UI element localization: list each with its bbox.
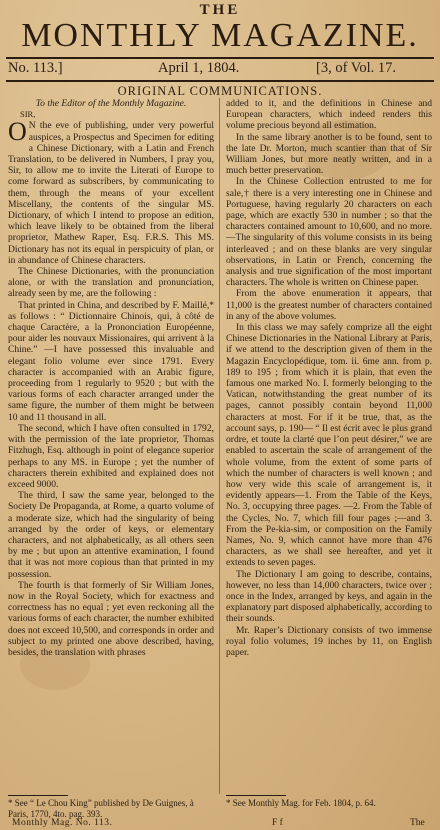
masthead-title: MONTHLY MAGAZINE. — [21, 17, 419, 54]
catchword: The — [410, 818, 425, 828]
footnote-rule-right — [226, 795, 286, 796]
paragraph: The third, I saw the same year, belonged to the Society De Propaganda, at Rome, a quarto volume of a moderate size, which had the singularity of being arranged by the order of keys, or elementary characters, and not alphabetically, as all others seen by me ; but upon an attentive examination, I found that it was not more copious than that printed in my possession. — [8, 490, 214, 580]
signature-mark: F f — [272, 818, 283, 828]
paragraph: In the Chinese Collection entrusted to me for sale,† there is a very interesting one in Chinese and Portuguese, having regularly 20 characters on each page, which are exactly 530 in number ; so that the characters contained amount to 10,600, and no more.—The singularity of this volume consists in its being interleaved ; and on these blanks are very singular observations, in Latin or French, concerning the analysis and true signification of the most important characters. The whole is written on Chinese paper. — [226, 176, 432, 289]
paragraph: added to it, and the definitions in Chinese and European characters, which indeed renders this volume precious beyond all estimation. — [226, 98, 432, 132]
paragraph: In the same library another is to be found, sent to the late Dr. Morton, much scantier than that of Sir William Jones, but more neatly written, and in a much better preservation. — [226, 131, 432, 177]
right-column — [226, 98, 432, 658]
paragraph-text: N the eve of publishing, under very powerful auspices, a Prospectus and Specimen for editing a Chinese Dictionary, with a Latin and French Translation, to be delivered in Numbers, I pray you, Sir, to allow me to invite the Literati of Europe to come forward as subscribers, by communicating to them, through the means of your excellent Miscellany, the contents of the singular MS. Dictionary, of which I intend to propose an edition, which leave likely to be obtained from the liberal proprietor, Mathew Raper, Esq. F.R.S. This MS. Dictionary has not its equal in perspicuity of plan, or in abundance of Chinese characters. — [8, 120, 214, 266]
left-column — [8, 98, 214, 658]
paragraph: That printed in China, and described by F. Maillé,* as follows : “ Dictionnaire Chinois, qui, à côté de chaque Caractère, a la Prononciation Européenne, pour aider les nouvaux Missionaires, qui arrivent à la Chine.” —I have possessed this invaluable and elegant folio volume ever since 1791. Every character is accompanied with an Arabic figure, proceeding from 1 regularly to 9520 ; but with the various forms of each character arranged under the same figure, the number of them might be between 10 and 11 thousand in all. — [8, 299, 214, 423]
masthead-rule-bottom — [6, 80, 434, 82]
section-heading: ORIGINAL COMMUNICATIONS. — [117, 84, 323, 98]
issue-number: No. 113.] — [8, 60, 63, 76]
issue-date: April 1, 1804. — [158, 60, 240, 76]
paragraph: The second, which I have often consulted in 1792, with the permission of the late proprietor, Thomas Fitzhugh, Esq. although in point of elegance superior perhaps to any MS. in Europe ; yet the number of characters therein exhibited and explained does not exceed 9000. — [8, 422, 214, 490]
footnote-rule-left — [8, 795, 68, 796]
editor-line: To the Editor of the Monthly Magazine. — [35, 98, 187, 109]
salutation: SIR, — [20, 109, 36, 120]
issue-volume: [3, of Vol. 17. — [316, 60, 397, 76]
running-footer: Monthly Mag. No. 113. — [12, 818, 113, 828]
footnote-left: * See “ Le Chou King” published by De Guignes, à Paris, 1770, 4to. pag. 393. — [8, 798, 194, 819]
paragraph: Mr. Raper’s Dictionary consists of two immense royal folio volumes, 19 inches by 11, on English paper. — [226, 624, 432, 658]
paragraph: The Dictionary I am going to describe, contains, however, no less than 14,000 characters, twice over ; once in the Index, arranged by keys, and again in the explanatory part disposed alphabetically, according to their sounds. — [226, 568, 432, 625]
masthead-the: THE — [199, 2, 241, 18]
footnote-right: * See Monthly Mag. for Feb. 1804, p. 64. — [226, 798, 376, 808]
drop-cap: O — [8, 117, 27, 147]
masthead-rule-top — [6, 57, 434, 59]
paragraph: The fourth is that formerly of Sir William Jones, now in the Royal Society, which for exactness and correctness has no equal ; yet even reckoning all the various forms of each character, the number exhibited does not exceed 10,500, and corresponds in order and subject to my printed one above described, having, besides, the translation with phrases — [8, 579, 214, 658]
paragraph: In this class we may safely comprize all the eight Chinese Dictionaries in the National Library at Paris, if we attend to the description given of them in the Magazin Encyclopédique, tom. ii. 6me ann. from p. 189 to 195 ; from which it is plain, that even the famous one marked No. I. formerly belonging to the Vatican, notwithstanding the great number of its pages, cannot possibly contain beyond 11,000 characters at most. For if it be true, that, as the account says, p. 190— “ Il est écrit avec le plus grand ordre, et toute la clarté que l’on peut désirer,” we are enabled to ascertain the scale of arrangement of the whole volume, from the extent of some parts of which the number of characters is well known ; and how very wide this scale of arrangement is, it evidently appears—1. From the Table of the Keys, No. 3, occupying three pages. —2. From the Table of the Cycles, No. 7, which fill four pages ;—and 3. From the Pe-kia-sim, or composition on the Family Names, No. 9, which cannot have more than 476 characters, as we shall see hereafter, and yet it extends to seven pages. — [226, 322, 432, 569]
paragraph: The Chinese Dictionaries, with the pronunciation alone, or with the translation and pronunciation, already seen by me, are the following : — [8, 266, 214, 300]
opening-paragraph — [8, 117, 214, 266]
column-divider — [219, 98, 220, 794]
issue-line — [6, 60, 434, 80]
paragraph: From the above enumeration it appears, that 11,000 is the greatest number of characters contained in any of the above volumes. — [226, 288, 432, 322]
